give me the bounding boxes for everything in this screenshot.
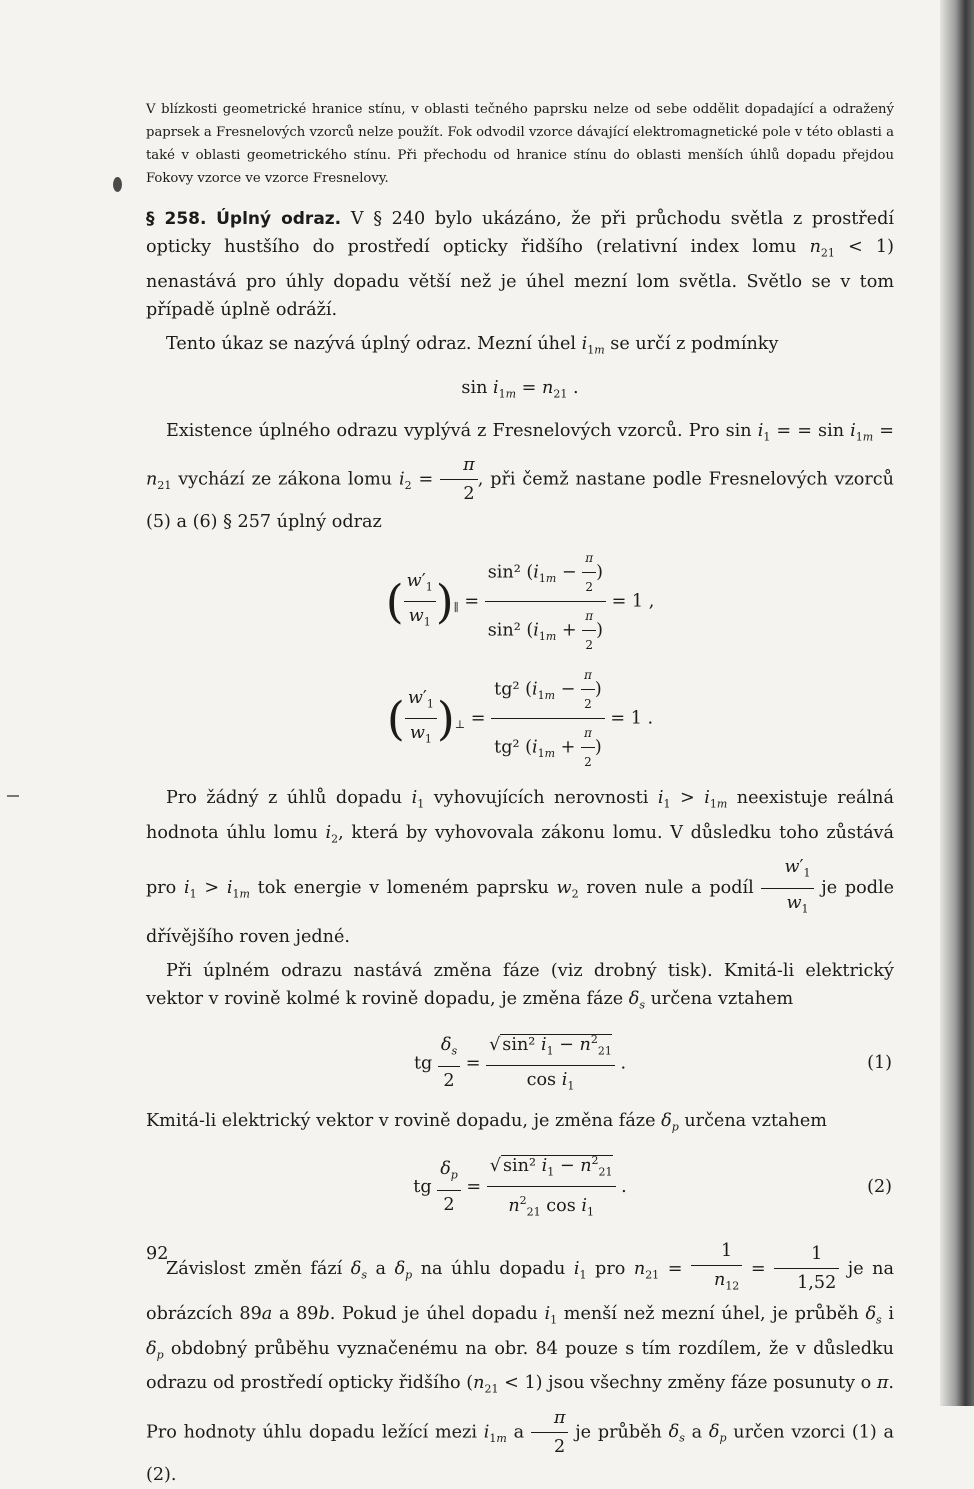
section-title: Úplný odraz.	[216, 209, 342, 229]
paragraph-3: Existence úplného odrazu vyplývá z Fresnelových vzorců. Pro $\sin i_1$ = = $\sin i_{1m} = n_{21}$ vychází ze zákona lomu $i_2$ = $\frac{\pi}{2}$ , při čemž nastane podle Fresnelových vzorců (5) a (6) § 257 úplný odraz	[146, 420, 895, 533]
section-paragraph-1: § 258. Úplný odraz. V § 240 bylo ukázáno, že při průchodu světla z prostředí opticky hustšího do prostředí opticky řidšího (relativní index lomu $n_{21} < 1$) nenastává pro úhly dopadu větší než je úhel mezní lom světla. Světlo se v tom případě úplně odráží.	[146, 209, 894, 320]
paragraph-5: Při úplném odrazu nastává změna fáze (viz drobný tisk). Kmitá-li elektrický vektor v rovině kolmé k rovině dopadu, je změna fáze $\delta_s$ určena vztahem	[146, 961, 894, 1012]
main-text	[146, 205, 894, 1489]
equation-2: tg $\frac{\delta_p}{2}$ = $\frac{√ \sin^2 i_1 - n^2_{21}}{n^2_{21} \cos i_1}$ . (2)	[146, 1147, 894, 1227]
equation-1: tg $\frac{\delta_s}{2}$ = $\frac{√ \sin^2 i_1 - n^2_{21}}{\cos i_1}$ . (1)	[146, 1026, 894, 1101]
equation-2-number: (2)	[867, 1176, 892, 1197]
page-edge-shadow	[940, 0, 974, 1406]
paragraph-4: Pro žádný z úhlů dopadu $i_1$ vyhovujících nerovnosti $i_1 > i_{1m}$ neexistuje reálná hodnota úhlu lomu $i_2$, která by vyhovovala zákonu lomu. V důsledku toho zůstává pro $i_1 > i_{1m}$ tok energie v lomeném paprsku $w_2$ roven nule a podíl $\frac{w'_1}{w_1}$ je podle dřívějšího roven jedné.	[146, 788, 894, 948]
equation-1-number: (1)	[867, 1053, 892, 1074]
margin-mark	[7, 795, 19, 797]
small-print-paragraph: V blízkosti geometrické hranice stínu, v oblasti tečného paprsku nelze od sebe oddělit dopadající a odražený paprsek a Fresnelových vzorců nelze použít. Fok odvodil vzorce dávající elektromagnetické pole v této oblasti a také v oblasti geometrického stínu. Při přechodu od hranice stínu do oblasti menších úhlů dopadu přejdou Fokovy vzorce ve vzorce Fresnelovy.	[146, 102, 894, 186]
page-number: 92	[146, 1244, 169, 1264]
ink-blot	[113, 177, 122, 192]
section-number: § 258.	[146, 209, 207, 229]
paragraph-6: Kmitá-li elektrický vektor v rovině dopadu, je změna fáze $\delta_p$ určena vztahem	[146, 1110, 827, 1134]
equation-critical-angle: $\sin i_{1m} = n_{21}$ .	[461, 378, 579, 401]
equation-parallel: ( $\frac{w'_1}{w_1}$ )$_\parallel$ = sin² ($i_{1m}$ − $\frac{\pi}{2}$ ) sin² ($i_{1m}$ + $\frac{\pi}{2}$ ) = 1 ,	[146, 544, 894, 659]
paragraph-7: Závislost změn fází $\delta_s$ a $\delta_p$ na úhlu dopadu $i_1$ pro $n_{21}$ = $\frac{1}{n_{12}}$ = $\frac{1}{1,52}$ je na obrázcích 89a a 89b. Pokud je úhel dopadu $i_1$ menší než mezní úhel, je průběh $\delta_s$ i $\delta_p$ obdobný průběhu vyznačenému na obr. 84 pouze s tím rozdílem, že v důsledku odrazu od prostředí opticky řidšího $(n_{21} < 1)$ jsou všechny změny fáze posunuty o π. Pro hodnoty úhlu dopadu ležící mezi $i_{1m}$ a $\frac{\pi}{2}$ je průběh $\delta_s$ a $\delta_p$ určen vzorci (1) a (2).	[146, 1237, 894, 1489]
paragraph-2: Tento úkaz se nazývá úplný odraz. Mezní úhel $i_{1m}$ se určí z podmínky	[166, 333, 779, 357]
equation-perpendicular: ( $\frac{w'_1}{w_1}$ )$_\perp$ = tg² ($i_{1m}$ − $\frac{\pi}{2}$ ) tg² ($i_{1m}$ + $\frac{\pi}{2}$ ) = 1 .	[146, 661, 894, 776]
